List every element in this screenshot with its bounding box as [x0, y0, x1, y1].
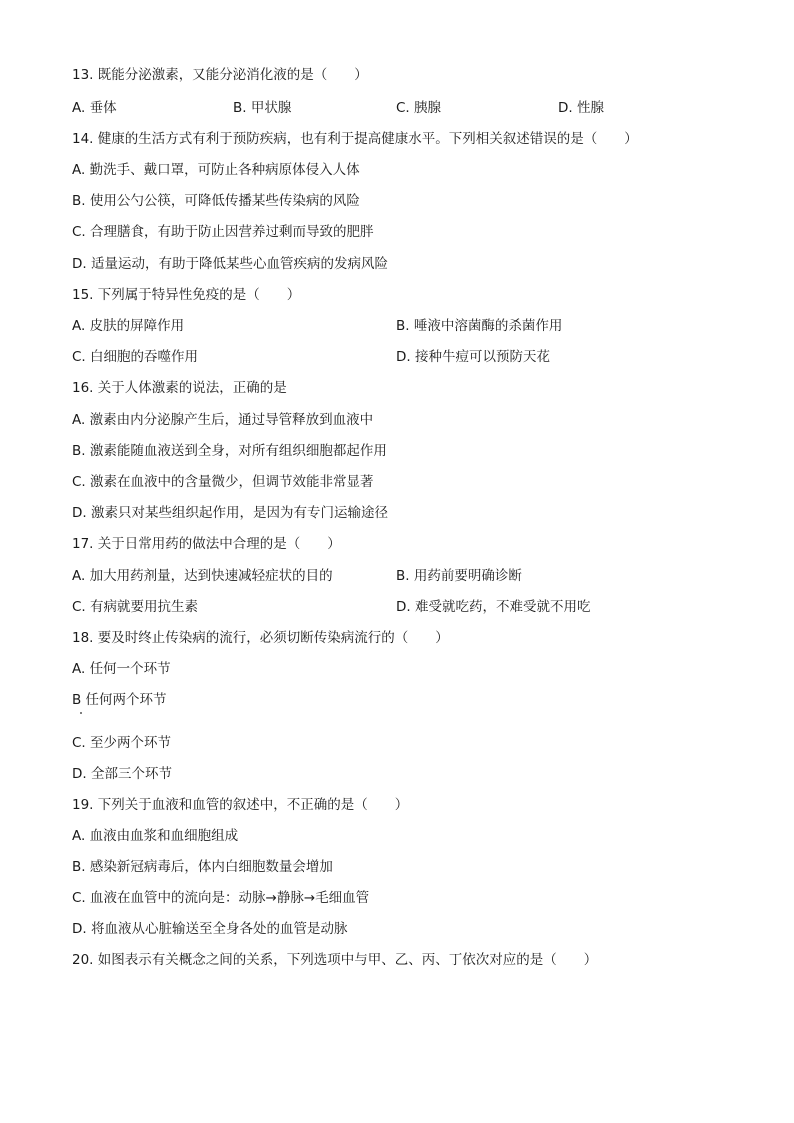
question-13-option-d: D. 性腺	[558, 100, 604, 116]
question-14-stem: 14. 健康的生活方式有利于预防疾病，也有利于提高健康水平。下列相关叙述错误的是（ ）	[72, 131, 638, 147]
question-16-option-c: C. 激素在血液中的含量微少，但调节效能非常显著	[72, 474, 374, 490]
question-13-option-a: A. 垂体	[72, 100, 117, 116]
question-18-option-d: D. 全部三个环节	[72, 766, 172, 782]
question-18-option-a: A. 任何一个环节	[72, 661, 171, 677]
question-20-stem: 20. 如图表示有关概念之间的关系，下列选项中与甲、乙、丙、丁依次对应的是（ ）	[72, 952, 598, 968]
question-19-option-a: A. 血液由血浆和血细胞组成	[72, 828, 239, 844]
question-13-option-c: C. 胰腺	[396, 100, 442, 116]
question-14-option-d: D. 适量运动，有助于降低某些心血管疾病的发病风险	[72, 256, 388, 272]
question-17-option-d: D. 难受就吃药，不难受就不用吃	[396, 599, 591, 615]
question-18-stem: 18. 要及时终止传染病的流行，必须切断传染病流行的（ ）	[72, 630, 449, 646]
stray-dot-mark	[80, 712, 82, 714]
question-16-option-d: D. 激素只对某些组织起作用，是因为有专门运输途径	[72, 505, 388, 521]
question-17-stem: 17. 关于日常用药的做法中合理的是（ ）	[72, 536, 341, 552]
question-17-option-b: B. 用药前要明确诊断	[396, 568, 522, 584]
question-18-option-b: B 任何两个环节	[72, 692, 167, 708]
question-15-option-a: A. 皮肤的屏障作用	[72, 318, 185, 334]
question-14-option-b: B. 使用公勺公筷，可降低传播某些传染病的风险	[72, 193, 360, 209]
question-14-option-a: A. 勤洗手、戴口罩，可防止各种病原体侵入人体	[72, 162, 360, 178]
question-19-option-c: C. 血液在血管中的流向是：动脉→静脉→毛细血管	[72, 890, 370, 906]
question-13-option-b: B. 甲状腺	[233, 100, 292, 116]
question-17-option-a: A. 加大用药剂量，达到快速减轻症状的目的	[72, 568, 333, 584]
question-19-option-d: D. 将血液从心脏输送至全身各处的血管是动脉	[72, 921, 348, 937]
question-16-stem: 16. 关于人体激素的说法，正确的是	[72, 380, 287, 396]
question-19-stem: 19. 下列关于血液和血管的叙述中，不正确的是（ ）	[72, 797, 409, 813]
question-17-option-c: C. 有病就要用抗生素	[72, 599, 199, 615]
question-16-option-b: B. 激素能随血液送到全身，对所有组织细胞都起作用	[72, 443, 387, 459]
question-13-stem: 13. 既能分泌激素，又能分泌消化液的是（ ）	[72, 67, 368, 83]
question-14-option-c: C. 合理膳食，有助于防止因营养过剩而导致的肥胖	[72, 224, 374, 240]
question-15-option-b: B. 唾液中溶菌酶的杀菌作用	[396, 318, 563, 334]
question-19-option-b: B. 感染新冠病毒后，体内白细胞数量会增加	[72, 859, 333, 875]
question-16-option-a: A. 激素由内分泌腺产生后，通过导管释放到血液中	[72, 412, 374, 428]
question-15-stem: 15. 下列属于特异性免疫的是（ ）	[72, 287, 301, 303]
question-15-option-d: D. 接种牛痘可以预防天花	[396, 349, 550, 365]
question-15-option-c: C. 白细胞的吞噬作用	[72, 349, 199, 365]
question-18-option-c: C. 至少两个环节	[72, 735, 172, 751]
